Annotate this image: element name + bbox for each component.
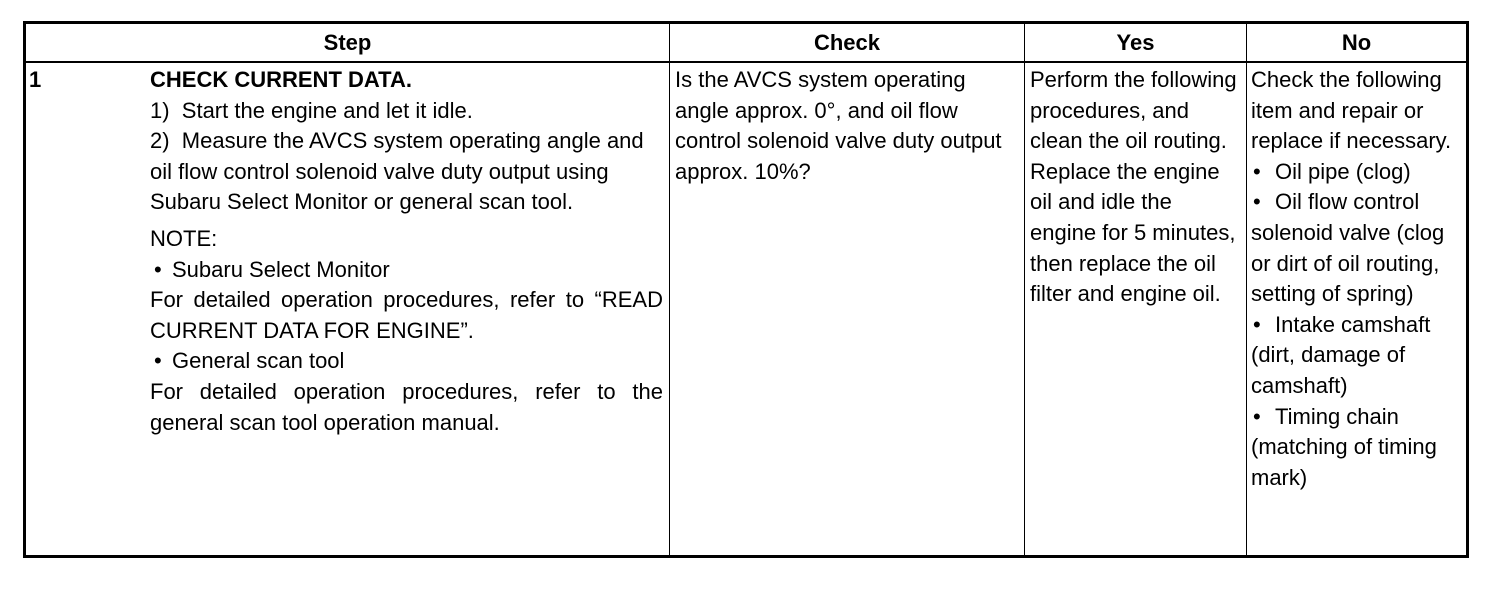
- note-item-1-text: For detailed operation procedures, refer to “READ CURRENT DATA FOR ENGINE”.: [150, 287, 663, 343]
- bullet-icon: [1251, 159, 1275, 184]
- header-step: Step: [25, 23, 670, 63]
- header-row: [25, 23, 1468, 63]
- no-item: • Oil flow control solenoid valve (clog or dirt of oil routing, setting of spring): [1251, 187, 1462, 309]
- no-intro: Check the following item and repair or replace if necessary.: [1251, 67, 1452, 154]
- no-item: • Oil pipe (clog): [1251, 157, 1462, 188]
- yes-cell: [1025, 62, 1247, 557]
- yes-text-2: Replace the engine oil and idle the engine for 5 minutes, then replace the oil filter and engine oil.: [1030, 158, 1236, 307]
- table-row: [25, 62, 1468, 557]
- no-cell: [1247, 62, 1468, 557]
- note-item-2: [150, 346, 663, 377]
- yes-text-1: Perform the following procedures, and clean the oil routing.: [1030, 67, 1237, 154]
- bullet-icon: [150, 348, 172, 373]
- header-check: Check: [670, 23, 1025, 63]
- step-cell: [25, 62, 670, 557]
- step-instruction-1: 1) Start the engine and let it idle.: [150, 97, 473, 123]
- bullet-icon: [1251, 189, 1275, 214]
- bullet-icon: [1251, 312, 1275, 337]
- bullet-icon: [1251, 404, 1275, 429]
- note-item-2-text: For detailed operation procedures, refer to the general scan tool operation manual.: [150, 378, 663, 435]
- step-title: CHECK CURRENT DATA.: [150, 67, 412, 92]
- diagnostic-table: [23, 21, 1469, 558]
- step-number: 1: [29, 67, 42, 92]
- no-item: • Timing chain (matching of timing mark): [1251, 402, 1462, 494]
- step-instruction-2: 2) Measure the AVCS system operating angle and oil flow control solenoid valve duty output using Subaru Select Monitor or general scan tool.: [150, 128, 650, 215]
- no-item: • Intake camshaft (dirt, damage of camshaft): [1251, 310, 1462, 402]
- header-yes: Yes: [1025, 23, 1247, 63]
- check-cell: [670, 62, 1025, 557]
- note-item-1: [150, 255, 663, 286]
- header-no: No: [1247, 23, 1468, 63]
- note-label: NOTE:: [150, 225, 218, 251]
- note-item-1-label: Subaru Select Monitor: [172, 256, 390, 282]
- bullet-icon: [150, 257, 172, 282]
- note-item-2-label: General scan tool: [172, 348, 345, 374]
- check-text: Is the AVCS system operating angle approx. 0°, and oil flow control solenoid valve duty output approx. 10%?: [675, 67, 1002, 184]
